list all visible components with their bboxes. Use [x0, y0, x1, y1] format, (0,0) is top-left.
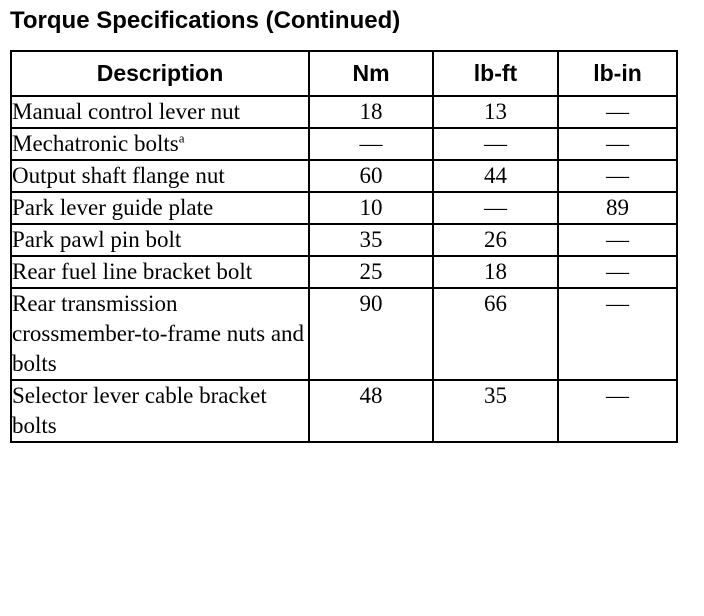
- description-text: Rear transmission crossmember-to-frame nuts and bolts: [12, 291, 305, 376]
- cell-nm: —: [309, 128, 433, 160]
- table-row: [11, 128, 677, 160]
- header-description: Description: [11, 51, 309, 96]
- description-text: Park pawl pin bolt: [12, 227, 182, 252]
- cell-nm: 48: [309, 380, 433, 442]
- table-row: [11, 380, 677, 442]
- page-title: Torque Specifications (Continued): [10, 7, 401, 34]
- table-row: [11, 96, 677, 128]
- header-lb-ft: lb-ft: [433, 51, 558, 96]
- cell-lb-in: —: [558, 224, 677, 256]
- torque-spec-table: [10, 50, 678, 443]
- description-text: Manual control lever nut: [12, 99, 241, 124]
- cell-lb-ft: —: [433, 128, 558, 160]
- table-row: [11, 160, 677, 192]
- cell-lb-ft: 26: [433, 224, 558, 256]
- table-row: [11, 256, 677, 288]
- table-header-row: [11, 51, 677, 96]
- cell-nm: 90: [309, 288, 433, 380]
- cell-lb-ft: 18: [433, 256, 558, 288]
- cell-nm: 60: [309, 160, 433, 192]
- cell-lb-ft: 13: [433, 96, 558, 128]
- description-text: Park lever guide plate: [12, 195, 214, 220]
- cell-lb-in: —: [558, 160, 677, 192]
- cell-lb-ft: —: [433, 192, 558, 224]
- table-row: [11, 192, 677, 224]
- cell-nm: 25: [309, 256, 433, 288]
- cell-description: [11, 288, 309, 380]
- description-text: Rear fuel line bracket bolt: [12, 259, 253, 284]
- header-nm: Nm: [309, 51, 433, 96]
- description-text: Output shaft flange nut: [12, 163, 225, 188]
- table-row: [11, 224, 677, 256]
- cell-description: [11, 224, 309, 256]
- cell-lb-in: —: [558, 96, 677, 128]
- cell-lb-ft: 66: [433, 288, 558, 380]
- cell-description: [11, 128, 309, 160]
- cell-lb-ft: 35: [433, 380, 558, 442]
- cell-lb-in: —: [558, 128, 677, 160]
- table-row: [11, 288, 677, 380]
- cell-description: [11, 160, 309, 192]
- description-text: Mechatronic bolts: [12, 131, 179, 156]
- cell-description: [11, 96, 309, 128]
- cell-lb-ft: 44: [433, 160, 558, 192]
- cell-description: [11, 380, 309, 442]
- cell-lb-in: —: [558, 256, 677, 288]
- cell-lb-in: —: [558, 380, 677, 442]
- cell-description: [11, 256, 309, 288]
- cell-lb-in: —: [558, 288, 677, 380]
- description-text: Selector lever cable bracket bolts: [12, 383, 267, 438]
- footnote-marker: a: [178, 130, 185, 146]
- cell-nm: 10: [309, 192, 433, 224]
- cell-description: [11, 192, 309, 224]
- cell-nm: 18: [309, 96, 433, 128]
- cell-lb-in: 89: [558, 192, 677, 224]
- header-lb-in: lb-in: [558, 51, 677, 96]
- cell-nm: 35: [309, 224, 433, 256]
